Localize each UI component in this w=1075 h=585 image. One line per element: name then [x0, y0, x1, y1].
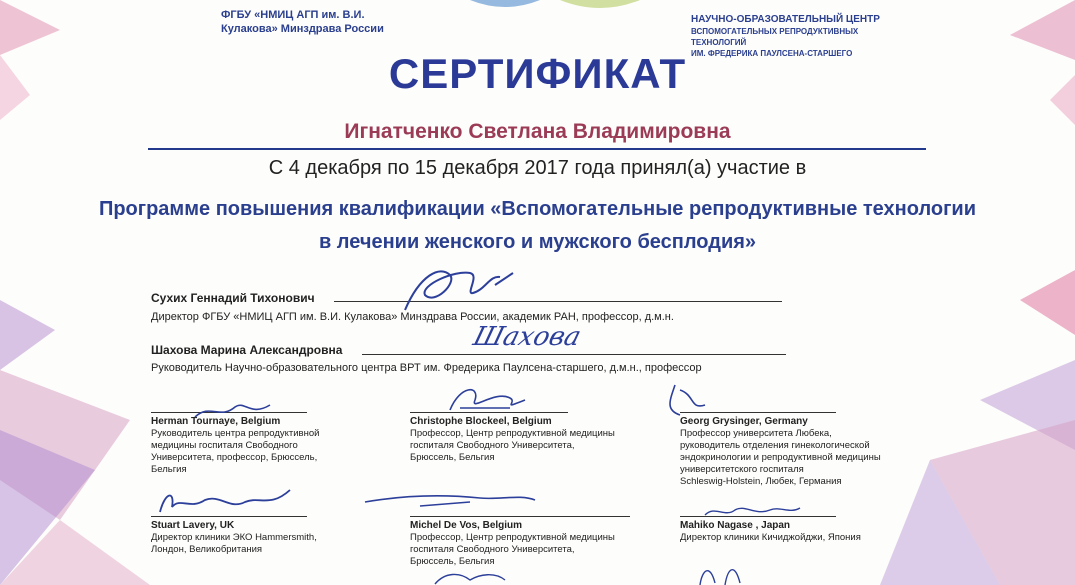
- right-org-line2: ВСПОМОГАТЕЛЬНЫХ РЕПРОДУКТИВНЫХ ТЕХНОЛОГИЙ: [691, 27, 859, 47]
- professor-tournaye: [151, 416, 411, 476]
- signatory-2-name: Шахова Марина Александровна: [151, 343, 343, 357]
- signature-sukhikh: [395, 255, 535, 325]
- professor-line: Лондон, Великобритания: [151, 544, 263, 555]
- recipient-name: Игнатченко Светлана Владимировна: [344, 120, 731, 143]
- professor-line: эндокринологии и репродуктивной медицины: [680, 452, 881, 463]
- professor-line: Директор клиники Кичиджойджи, Япония: [680, 532, 861, 543]
- professor-line: Брюссель, Бельгия: [410, 556, 495, 567]
- signature-lavery: [150, 482, 310, 522]
- decor-triangle: [0, 0, 60, 55]
- signature-nagase: [700, 500, 810, 522]
- logo-arc: [560, 0, 640, 8]
- recipient-underline: [148, 148, 926, 150]
- professor-name: Herman Tournaye, Belgium: [151, 416, 281, 427]
- professor-de-vos: [410, 520, 670, 568]
- professor-line: руководитель отделения гинекологической: [680, 440, 870, 451]
- professor-line: Schleswig-Holstein, Любек, Германия: [680, 476, 842, 487]
- signature-partial: [690, 555, 760, 585]
- professor-line: Руководитель центра репродуктивной: [151, 428, 320, 439]
- left-org-line1: ФГБУ «НМИЦ АГП им. В.И.: [221, 9, 365, 21]
- signature-grysinger: [660, 380, 720, 420]
- program-line1: Программе повышения квалификации «Вспомогательные репродуктивные технологии: [98, 198, 977, 220]
- professor-line: медицины госпиталя Свободного: [151, 440, 298, 451]
- signature-partial: [430, 568, 510, 585]
- professor-nagase: [680, 520, 940, 544]
- signature-blockeel: [440, 380, 530, 418]
- professor-blockeel: [410, 416, 670, 464]
- professor-lavery: [151, 520, 411, 556]
- professor-line: Профессор университета Любека,: [680, 428, 832, 439]
- professor-name: Mahiko Nagase , Japan: [680, 520, 791, 531]
- left-org-line2: Кулакова» Минздрава России: [221, 23, 384, 35]
- professor-line: госпиталя Свободного Университета,: [410, 440, 575, 451]
- decor-triangle: [0, 300, 55, 370]
- professor-line: Профессор, Центр репродуктивной медицины: [410, 428, 615, 439]
- professor-grysinger: [680, 416, 940, 488]
- signatory-1-role: Директор ФГБУ «НМИЦ АГП им. В.И. Кулакова» Минздрава России, академик РАН, профессор, д.м.н.: [151, 311, 674, 323]
- professor-name: Georg Grysinger, Germany: [680, 416, 808, 427]
- decor-triangle: [1020, 270, 1075, 335]
- professor-line: Брюссель, Бельгия: [410, 452, 495, 463]
- signature-de-vos: [360, 488, 540, 518]
- certificate-title: СЕРТИФИКАТ: [388, 50, 687, 97]
- signatory-2-role: Руководитель Научно-образовательного центра ВРТ им. Фредерика Паулсена-старшего, д.м.н., профессор: [151, 362, 702, 374]
- program-line2: в лечении женского и мужского бесплодия»: [318, 231, 757, 253]
- signatory-1-name: Сухих Геннадий Тихонович: [151, 291, 315, 305]
- signature-shakhova: Шахова: [469, 322, 585, 352]
- right-org-line3: ИМ. ФРЕДЕРИКА ПАУЛСЕНА-СТАРШЕГО: [691, 49, 853, 58]
- right-org-title: НАУЧНО-ОБРАЗОВАТЕЛЬНЫЙ ЦЕНТР: [691, 14, 880, 25]
- professor-line: Университета, профессор, Брюссель,: [151, 452, 318, 463]
- program-title: [0, 193, 1075, 259]
- professor-line: Бельгия: [151, 464, 187, 475]
- professor-line: университетского госпиталя: [680, 464, 804, 475]
- professor-line: госпиталя Свободного Университета,: [410, 544, 575, 555]
- left-organization: [221, 8, 421, 36]
- participation-text: С 4 декабря по 15 декабря 2017 года принял(а) участие в: [268, 157, 807, 179]
- professor-name: Michel De Vos, Belgium: [410, 520, 523, 531]
- signature-tournaye: [190, 395, 280, 425]
- signature-line: [362, 354, 786, 355]
- professor-name: Christophe Blockeel, Belgium: [410, 416, 552, 427]
- logo-arc: [470, 0, 540, 7]
- professor-line: Директор клиники ЭКО Hammersmith,: [151, 532, 317, 543]
- professor-line: Профессор, Центр репродуктивной медицины: [410, 532, 615, 543]
- professor-name: Stuart Lavery, UK: [151, 520, 235, 531]
